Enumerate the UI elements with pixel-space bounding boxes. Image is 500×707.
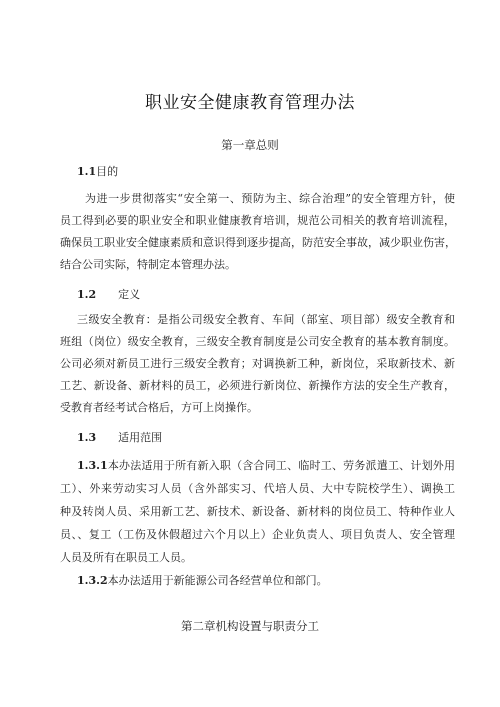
- section-label: 适用范围: [118, 431, 163, 444]
- clause-number: 1.3.2: [77, 574, 108, 587]
- paragraph-line: 员工得到必要的职业安全和职业健康教育培训，规范公司相关的教育培训流程，: [60, 214, 455, 227]
- document-title: 职业安全健康教育管理办法: [145, 93, 355, 113]
- chapter-1-heading: 第一章总则: [221, 138, 279, 152]
- paragraph-line: 为进一步贯彻落实“安全第一、预防为主、综合治理”的安全管理方针，使: [85, 192, 455, 205]
- chapter-2-heading: 第二章机构设置与职责分工: [181, 619, 319, 633]
- clause-number: 1.3.1: [77, 459, 108, 472]
- paragraph-line: 结合公司实际，特制定本管理办法。: [60, 258, 236, 271]
- paragraph-line: 公司必须对新员工进行三级安全教育；对调换新工种，新岗位，采取新技术、新: [60, 357, 455, 370]
- paragraph-line: 确保员工职业安全健康素质和意识得到逐步提高，防范安全事故，减少职业伤害，: [60, 236, 456, 249]
- clause-text: 本办法适用于新能源公司各经营单位和部门。: [107, 574, 328, 587]
- section-label: 目的: [96, 165, 119, 178]
- section-number: 1.1: [77, 165, 97, 178]
- section-1-2-heading: [77, 286, 140, 302]
- paragraph-line: 工）、外来劳动实习人员（含外部实习、代培人员、大中专院校学生）、调换工: [60, 482, 455, 495]
- section-1-3-heading: [77, 429, 162, 445]
- section-number: 1.2: [77, 288, 97, 301]
- paragraph-line: 三级安全教育：是指公司级安全教育、车间（部室、项目部）级安全教育和: [77, 313, 455, 326]
- paragraph-line: 人员及所有在职员工人员。: [60, 551, 192, 564]
- paragraph-line: 受教育者经考试合格后，方可上岗操作。: [60, 401, 258, 414]
- paragraph-line: 种及转岗人员、采用新工艺、新技术、新设备、新材料的岗位员工、特种作业人: [60, 505, 455, 518]
- paragraph-line: 工艺、新设备、新材料的员工，必须进行新岗位、新操作方法的安全生产教育，: [60, 379, 455, 392]
- section-number: 1.3: [77, 431, 97, 444]
- section-label: 定义: [118, 288, 141, 301]
- paragraph-line: 班组（岗位）级安全教育，三级安全教育制度是公司安全教育的基本教育制度。: [60, 335, 455, 348]
- section-1-1-heading: [77, 163, 118, 179]
- clause-text: 本办法适用于所有新入职（含合同工、临时工、劳务派遣工、计划外用: [107, 459, 455, 472]
- paragraph-line: [77, 459, 455, 473]
- paragraph-line: [77, 574, 472, 588]
- paragraph-line: 员、、复工（工伤及休假超过六个月以上）企业负责人、项目负责人、安全管理: [60, 528, 455, 541]
